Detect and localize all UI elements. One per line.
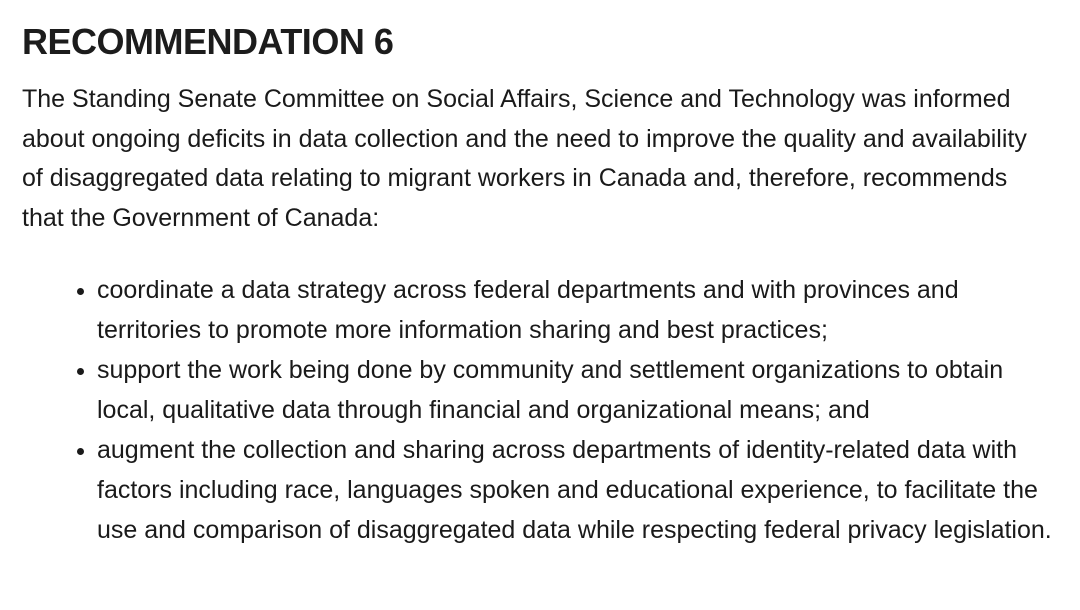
list-item-text: coordinate a data strategy across federal departments and with provinces and territories to promote more information sharing and best practices; bbox=[97, 276, 959, 344]
list-item bbox=[97, 350, 1057, 430]
bullet-dot-icon bbox=[77, 448, 84, 455]
document-body bbox=[22, 18, 1062, 550]
bullet-dot-icon bbox=[77, 368, 84, 375]
recommendation-heading: RECOMMENDATION 6 bbox=[22, 21, 394, 62]
recommendation-intro: The Standing Senate Committee on Social Affairs, Science and Technology was informed about ongoing deficits in data collection and the need to improve the quality and availability of disaggregated data relating to migrant workers in Canada and, therefore, recommends that the Government of Canada: bbox=[22, 85, 1027, 232]
list-item bbox=[97, 270, 1057, 350]
list-item-text: support the work being done by community and settlement organizations to obtain local, qualitative data through financial and organizational means; and bbox=[97, 356, 1004, 424]
bullet-dot-icon bbox=[77, 288, 84, 295]
recommendation-list bbox=[22, 270, 1062, 550]
list-item bbox=[97, 430, 1057, 550]
list-item-text: augment the collection and sharing across departments of identity-related data with factors including race, languages spoken and educational experience, to facilitate the use and comparison of disaggregated data while respecting federal privacy legislation. bbox=[97, 436, 1052, 544]
